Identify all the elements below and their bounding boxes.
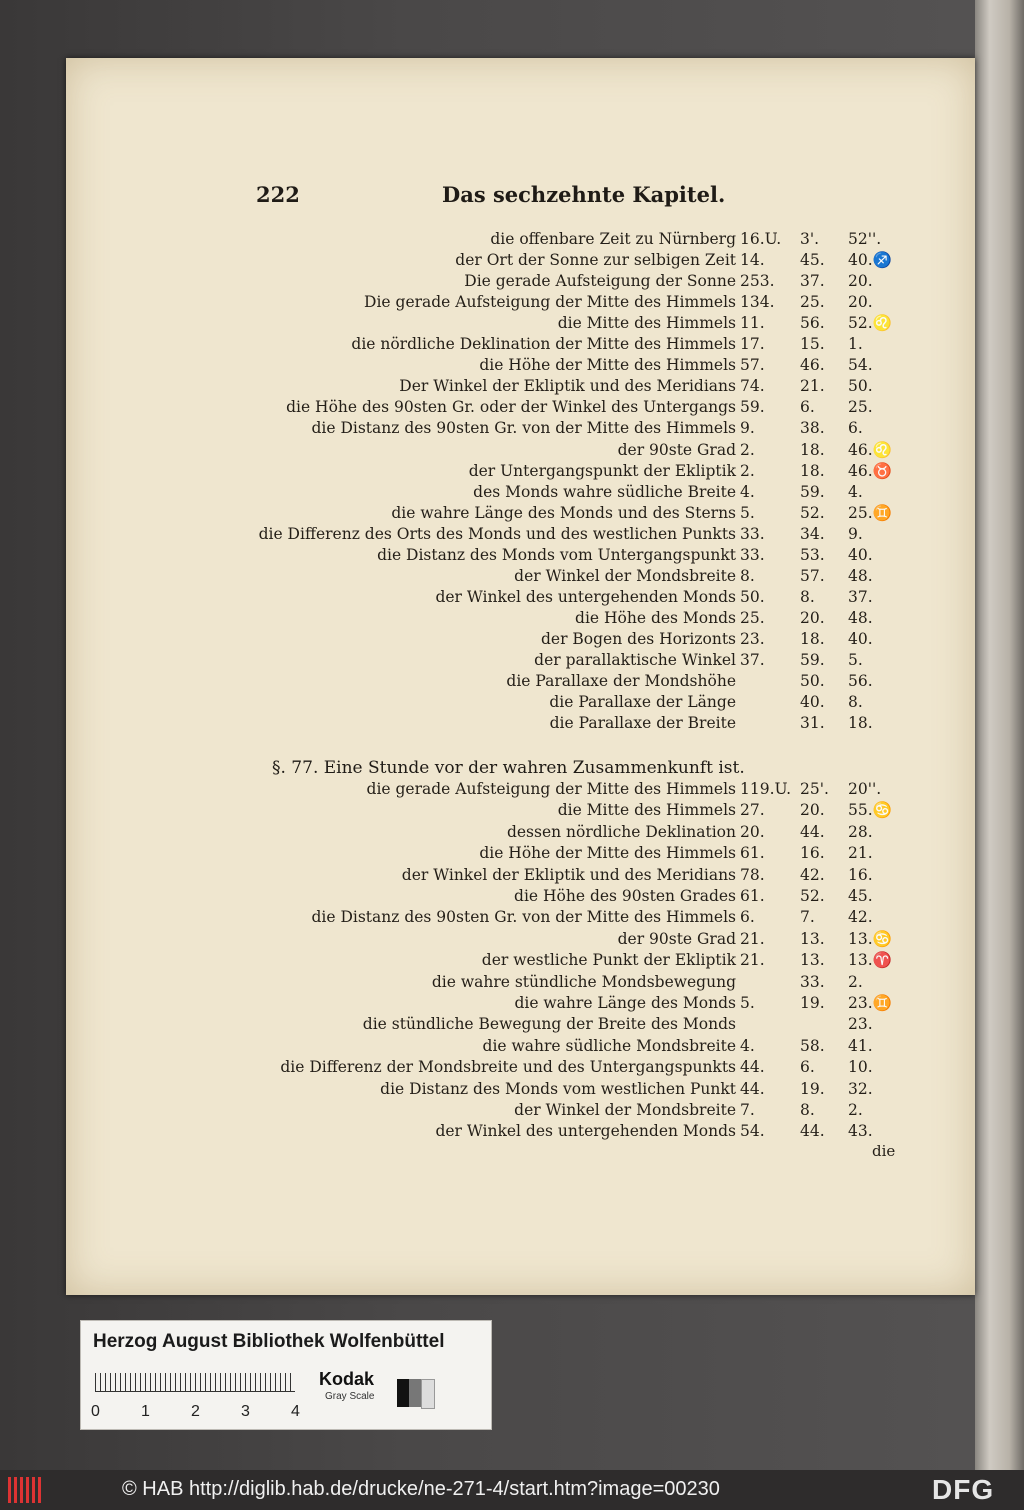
row-label: die Höhe des 90sten Grades (514, 887, 736, 905)
value-minutes: 25'. (800, 780, 829, 798)
table-row (0, 376, 1024, 397)
credit-link[interactable]: © HAB http://diglib.hab.de/drucke/ne-271-4/start.htm?image=00230 (122, 1478, 720, 1500)
value-degrees: 23. (740, 629, 765, 648)
value-minutes: 50. (800, 672, 825, 691)
value-minutes: 6. (800, 1058, 815, 1077)
value-minutes: 18. (800, 440, 825, 459)
value-seconds: 25. (848, 398, 873, 417)
value-seconds: 40.♐ (848, 251, 892, 270)
value-degrees: 4. (740, 1036, 755, 1055)
row-label: die Höhe des 90sten Gr. oder der Winkel des Untergangs (286, 398, 736, 417)
library-name: Herzog August Bibliothek Wolfenbüttel (93, 1331, 445, 1352)
value-degrees: 61. (740, 887, 765, 905)
row-label: die Parallaxe der Länge (549, 693, 736, 712)
value-minutes: 19. (800, 1079, 825, 1098)
value-minutes: 25. (800, 293, 825, 312)
value-degrees: 16.U. (740, 230, 782, 248)
row-label: des Monds wahre südliche Breite (473, 482, 736, 501)
value-degrees: 2. (740, 440, 755, 459)
value-degrees: 20. (740, 822, 765, 841)
value-minutes: 46. (800, 356, 825, 375)
value-degrees: 74. (740, 377, 765, 396)
table-row (0, 1079, 1024, 1100)
page-number: 222 (256, 182, 300, 207)
value-degrees: 11. (740, 314, 765, 333)
value-seconds: 10. (848, 1058, 873, 1077)
value-degrees: 33. (740, 545, 765, 564)
table-row (0, 545, 1024, 566)
row-label: dessen nördliche Deklination (506, 822, 736, 841)
value-seconds: 45. (848, 887, 873, 905)
row-label: die Höhe der Mitte des Himmels (479, 844, 736, 863)
table-row (0, 1100, 1024, 1121)
value-seconds: 40. (848, 545, 873, 564)
value-minutes: 58. (800, 1036, 825, 1055)
row-label: die wahre Länge des Monds und des Sterns (391, 503, 736, 522)
row-label: die Distanz des Monds vom westlichen Punkt (380, 1079, 736, 1098)
value-degrees: 44. (740, 1058, 765, 1077)
footer-bar (0, 1470, 1024, 1510)
value-minutes: 57. (800, 566, 825, 585)
value-degrees: 14. (740, 251, 765, 270)
value-seconds: 52.♌ (848, 314, 892, 333)
value-minutes: 20. (800, 608, 825, 627)
row-label: der Winkel des untergehenden Monds (435, 1122, 736, 1141)
row-label: der Winkel der Mondsbreite (514, 566, 736, 585)
value-degrees: 21. (740, 951, 765, 970)
value-degrees: 6. (740, 908, 755, 927)
value-seconds: 25.♊ (848, 503, 892, 522)
row-label: die Distanz des Monds vom Untergangspunkt (377, 545, 736, 564)
table-row (0, 822, 1024, 843)
value-seconds: 43. (848, 1122, 873, 1141)
table-row (0, 229, 1024, 250)
value-degrees: 17. (740, 335, 765, 354)
row-label: die Differenz der Mondsbreite und des Untergangspunkts (280, 1058, 736, 1077)
value-degrees: 78. (740, 865, 765, 884)
table-row (0, 461, 1024, 482)
table-row (0, 886, 1024, 907)
value-degrees: 54. (740, 1122, 765, 1141)
table-row (0, 608, 1024, 629)
gray-scale-label: Gray Scale (325, 1391, 375, 1402)
row-label: Der Winkel der Ekliptik und des Meridians (399, 377, 736, 396)
value-seconds: 28. (848, 822, 873, 841)
table-row (0, 929, 1024, 950)
value-minutes: 18. (800, 461, 825, 480)
table-row (0, 482, 1024, 503)
value-minutes: 8. (800, 1101, 815, 1119)
row-label: die nördliche Deklination der Mitte des Himmels (351, 335, 736, 354)
row-label: die wahre stündliche Mondsbewegung (431, 972, 736, 991)
row-label: der westliche Punkt der Ekliptik (481, 951, 736, 970)
table-row (0, 271, 1024, 292)
value-degrees: 57. (740, 356, 765, 375)
value-degrees: 27. (740, 801, 765, 820)
value-minutes: 33. (800, 972, 825, 991)
gray-swatch (421, 1379, 435, 1409)
value-minutes: 59. (800, 651, 825, 669)
value-degrees: 5. (740, 994, 755, 1012)
value-seconds: 32. (848, 1079, 873, 1098)
table-row (0, 800, 1024, 821)
value-seconds: 23. (848, 1015, 873, 1034)
table-row (0, 292, 1024, 313)
row-label: die gerade Aufsteigung der Mitte des Himmels (366, 780, 736, 798)
value-seconds: 23.♊ (848, 994, 892, 1012)
gray-swatch (397, 1379, 409, 1407)
table-row (0, 503, 1024, 524)
value-seconds: 42. (848, 908, 873, 927)
row-label: die Distanz des 90sten Gr. von der Mitte des Himmels (311, 908, 736, 927)
table-row (0, 865, 1024, 886)
value-minutes: 44. (800, 822, 825, 841)
value-seconds: 8. (848, 693, 863, 712)
value-seconds: 20. (848, 272, 873, 291)
value-minutes: 59. (800, 482, 825, 501)
value-seconds: 13.♈ (848, 951, 892, 970)
section-heading: §. 77. Eine Stunde vor der wahren Zusammenkunft ist. (272, 758, 745, 778)
table-row (0, 671, 1024, 692)
value-minutes: 52. (800, 887, 825, 905)
row-label: der Bogen des Horizonts (540, 629, 736, 648)
table-row (0, 355, 1024, 376)
value-seconds: 4. (848, 482, 863, 501)
value-degrees: 50. (740, 587, 765, 606)
table-row (0, 313, 1024, 334)
value-minutes: 18. (800, 629, 825, 648)
row-label: die Differenz des Orts des Monds und des westlichen Punkts (258, 524, 736, 543)
value-seconds: 48. (848, 566, 873, 585)
value-minutes: 40. (800, 693, 825, 712)
table-row (0, 692, 1024, 713)
value-minutes: 37. (800, 272, 825, 291)
value-seconds: 52''. (848, 230, 882, 248)
value-seconds: 1. (848, 335, 863, 354)
value-minutes: 34. (800, 524, 825, 543)
value-seconds: 16. (848, 865, 873, 884)
value-seconds: 18. (848, 714, 873, 733)
row-label: Die gerade Aufsteigung der Mitte des Himmels (364, 293, 736, 312)
table-row (0, 1057, 1024, 1078)
ruler-number: 0 (91, 1403, 100, 1420)
library-color-card (80, 1320, 492, 1430)
value-degrees: 2. (740, 461, 755, 480)
table-row (0, 1014, 1024, 1035)
row-label: der Winkel der Ekliptik und des Meridians (401, 865, 736, 884)
value-degrees: 7. (740, 1101, 755, 1119)
table-row (0, 843, 1024, 864)
value-seconds: 41. (848, 1036, 873, 1055)
value-degrees: 9. (740, 419, 755, 438)
row-label: der Winkel der Mondsbreite (514, 1101, 736, 1119)
value-minutes: 38. (800, 419, 825, 438)
table-row (0, 907, 1024, 928)
row-label: die wahre Länge des Monds (514, 994, 736, 1012)
row-label: die wahre südliche Mondsbreite (482, 1036, 736, 1055)
gray-swatch (409, 1379, 421, 1407)
row-label: der Winkel des untergehenden Monds (435, 587, 736, 606)
value-minutes: 19. (800, 994, 825, 1012)
value-seconds: 6. (848, 419, 863, 438)
value-degrees: 21. (740, 929, 765, 948)
scale-ruler (95, 1373, 295, 1392)
value-minutes: 31. (800, 714, 825, 733)
table-row (0, 779, 1024, 800)
value-seconds: 20. (848, 293, 873, 312)
value-degrees: 253. (740, 272, 775, 291)
adjacent-page-edge (975, 0, 1024, 1470)
value-seconds: 48. (848, 608, 873, 627)
value-minutes: 44. (800, 1122, 825, 1141)
value-degrees: 33. (740, 524, 765, 543)
value-degrees: 37. (740, 651, 765, 669)
value-minutes: 6. (800, 398, 815, 417)
value-minutes: 15. (800, 335, 825, 354)
row-label: Die gerade Aufsteigung der Sonne (464, 272, 736, 291)
value-minutes: 3'. (800, 230, 820, 248)
row-label: der 90ste Grad (617, 440, 736, 459)
table-row (0, 1036, 1024, 1057)
row-label: die Parallaxe der Mondshöhe (506, 672, 736, 691)
value-minutes: 13. (800, 951, 825, 970)
value-degrees: 5. (740, 503, 755, 522)
value-minutes: 56. (800, 314, 825, 333)
row-label: der 90ste Grad (617, 929, 736, 948)
catchword: die (872, 1142, 896, 1160)
value-minutes: 20. (800, 801, 825, 820)
value-seconds: 37. (848, 587, 873, 606)
row-label: der Ort der Sonne zur selbigen Zeit (455, 251, 736, 270)
value-minutes: 53. (800, 545, 825, 564)
value-seconds: 46.♉ (848, 461, 892, 480)
row-label: die stündliche Bewegung der Breite des Monds (362, 1015, 736, 1034)
table-row (0, 418, 1024, 439)
value-degrees: 44. (740, 1079, 765, 1098)
table-row (0, 713, 1024, 734)
ruler-number: 4 (291, 1403, 300, 1420)
row-label: die Höhe der Mitte des Himmels (479, 356, 736, 375)
row-label: die Distanz des 90sten Gr. von der Mitte des Himmels (311, 419, 736, 438)
value-minutes: 45. (800, 251, 825, 270)
value-minutes: 8. (800, 587, 815, 606)
value-minutes: 42. (800, 865, 825, 884)
ruler-number: 2 (191, 1403, 200, 1420)
table-row (0, 566, 1024, 587)
value-degrees: 4. (740, 482, 755, 501)
value-seconds: 55.♋ (848, 801, 892, 820)
kodak-brand: Kodak (319, 1369, 375, 1389)
table-row (0, 334, 1024, 355)
value-seconds: 2. (848, 1101, 863, 1119)
value-seconds: 54. (848, 356, 873, 375)
value-seconds: 21. (848, 844, 873, 863)
row-label: die Parallaxe der Breite (549, 714, 736, 733)
table-row (0, 440, 1024, 461)
value-minutes: 13. (800, 929, 825, 948)
table-row (0, 650, 1024, 671)
value-degrees: 25. (740, 608, 765, 627)
value-degrees: 61. (740, 844, 765, 863)
table-row (0, 950, 1024, 971)
value-seconds: 40. (848, 629, 873, 648)
value-degrees: 134. (740, 293, 775, 312)
value-seconds: 5. (848, 651, 863, 669)
value-seconds: 9. (848, 524, 863, 543)
value-seconds: 2. (848, 972, 863, 991)
row-label: die Höhe des Monds (575, 608, 736, 627)
row-label: die offenbare Zeit zu Nürnberg (490, 230, 736, 248)
table-row (0, 250, 1024, 271)
barcode-icon (8, 1477, 44, 1503)
row-label: die Mitte des Himmels (557, 801, 736, 820)
table-row (0, 397, 1024, 418)
value-degrees: 59. (740, 398, 765, 417)
row-label: die Mitte des Himmels (557, 314, 736, 333)
value-seconds: 13.♋ (848, 929, 892, 948)
value-seconds: 56. (848, 672, 873, 691)
table-row (0, 1121, 1024, 1142)
table-row (0, 972, 1024, 993)
value-seconds: 20''. (848, 780, 882, 798)
value-minutes: 7. (800, 908, 815, 927)
table-row (0, 587, 1024, 608)
value-minutes: 52. (800, 503, 825, 522)
ruler-number: 1 (141, 1403, 150, 1420)
value-degrees: 8. (740, 566, 755, 585)
row-label: der parallaktische Winkel (534, 651, 736, 669)
table-row (0, 524, 1024, 545)
table-row (0, 993, 1024, 1014)
value-minutes: 16. (800, 844, 825, 863)
ruler-number: 3 (241, 1403, 250, 1420)
chapter-title: Das sechzehnte Kapitel. (442, 182, 726, 207)
value-degrees: 119.U. (740, 780, 792, 798)
value-seconds: 46.♌ (848, 440, 892, 459)
row-label: der Untergangspunkt der Ekliptik (468, 461, 736, 480)
value-minutes: 21. (800, 377, 825, 396)
table-row (0, 629, 1024, 650)
dfg-logo: DFG (932, 1474, 995, 1505)
value-seconds: 50. (848, 377, 873, 396)
